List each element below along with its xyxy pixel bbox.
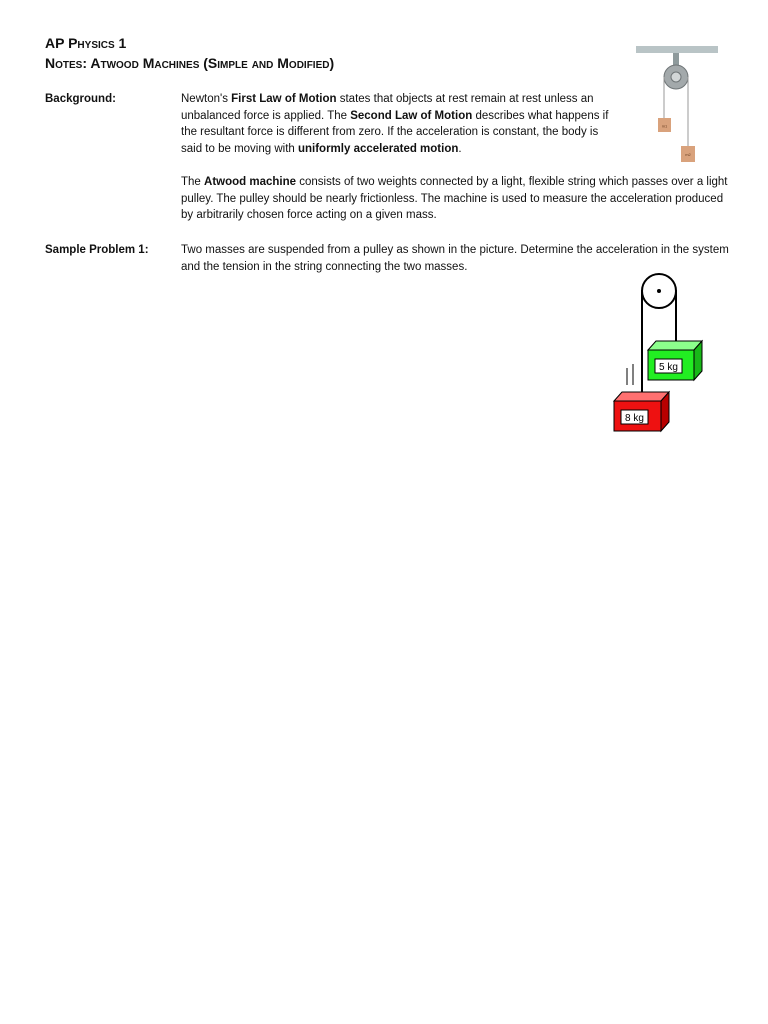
text-run: states that objects at rest remain at rest unless an unbalanced force is applied. The — [181, 93, 594, 122]
text-run: The — [181, 176, 205, 188]
atwood-illustration — [634, 44, 724, 164]
bold-term: Second Law of Motion — [350, 109, 473, 122]
notes-title: Notes: Atwood Machines (Simple and Modified) — [45, 55, 335, 71]
pulley-axle — [657, 289, 661, 293]
background-paragraph-1 — [181, 91, 621, 157]
ceiling-bar — [636, 46, 718, 53]
bold-term: uniformly accelerated motion — [297, 142, 459, 155]
block-8kg-label: 8 kg — [625, 413, 644, 424]
text-run: describes what happens if the resultant force is different from zero. If the acceleration is constant, the body is said to be moving with — [181, 109, 609, 155]
block-8kg-top — [614, 392, 669, 401]
bold-term: First Law of Motion — [231, 93, 337, 105]
background-paragraph-2 — [181, 174, 729, 224]
block-5kg-label: 5 kg — [659, 362, 678, 373]
sample-problem-1-label: Sample Problem 1: — [45, 244, 149, 256]
atwood-problem-figure — [608, 268, 718, 438]
text-run: . — [458, 142, 462, 155]
text-run: consists of two weights connected by a light, flexible string which passes over a light pulley. The pulley should be nearly frictionless. The machine is used to measure the acceleration produced by arbitrarily chosen force acting on a given mass. — [181, 176, 728, 221]
bold-term: Atwood machine — [204, 176, 297, 188]
text-run: Newton's — [181, 93, 232, 105]
mass-1-label: m1 — [661, 123, 668, 129]
sample-problem-1-text: Two masses are suspended from a pulley as shown in the picture. Determine the acceleration in the system and the tension in the string connecting the two masses. — [181, 244, 729, 273]
course-title: AP Physics 1 — [45, 35, 127, 51]
background-label: Background: — [45, 93, 116, 105]
block-5kg-top — [648, 341, 702, 350]
mass-2-label: m2 — [685, 152, 691, 157]
pulley-hub — [671, 72, 681, 82]
